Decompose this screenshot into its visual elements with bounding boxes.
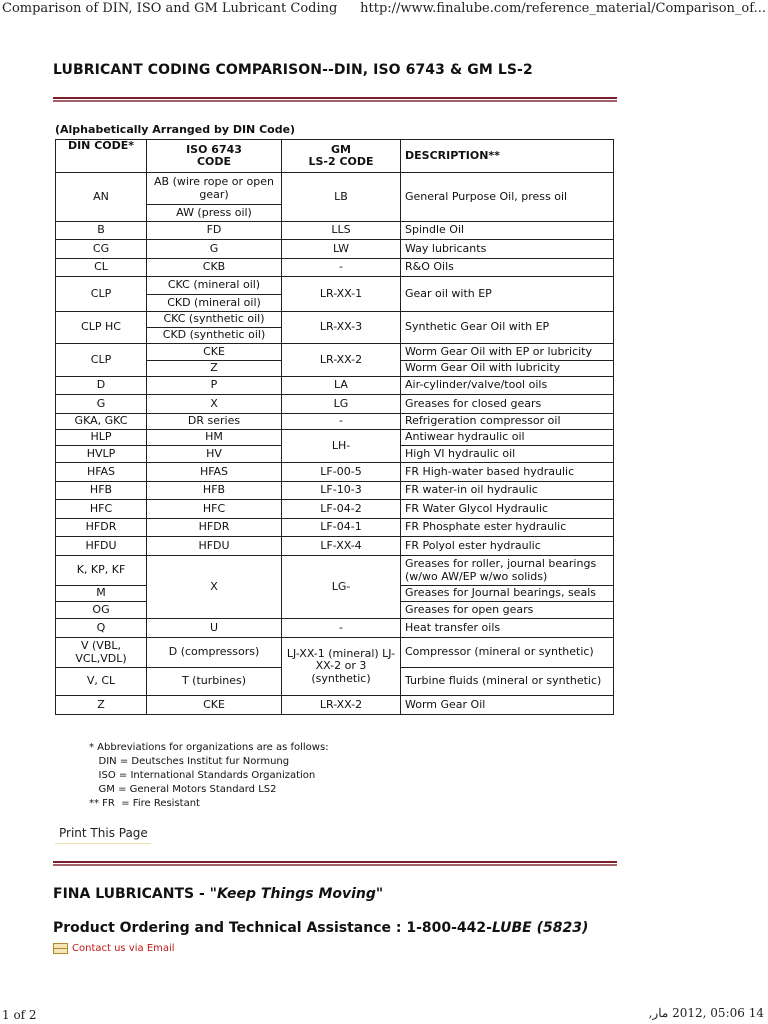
table-subtitle: (Alphabetically Arranged by DIN Code) — [55, 123, 296, 136]
table-row: HLP HM LH- Antiwear hydraulic oil — [56, 430, 614, 446]
table-row: Q U - Heat transfer oils — [56, 619, 614, 638]
table-row: K, KP, KF X LG- Greases for roller, journal bearings (w/wo AW/EP w/wo solids) — [56, 556, 614, 586]
divider-top — [53, 97, 617, 103]
page-title: LUBRICANT CODING COMPARISON--DIN, ISO 6743 & GM LS-2 — [53, 62, 533, 78]
note-line: DIN = Deutsches Institut fur Normung — [89, 756, 290, 767]
table-row: D P LA Air-cylinder/valve/tool oils — [56, 377, 614, 395]
page-count: 1 of 2 — [2, 1008, 37, 1022]
table-row: CL CKB - R&O Oils — [56, 259, 614, 277]
table-row: CLP CKE LR-XX-2 Worm Gear Oil with EP or lubricity — [56, 344, 614, 361]
table-row: V, CL T (turbines) Turbine fluids (mineral or synthetic) — [56, 668, 614, 696]
note-line: * Abbreviations for organizations are as follows: — [89, 742, 329, 753]
table-row: HFC HFC LF-04-2 FR Water Glycol Hydraulic — [56, 500, 614, 519]
table-header-row — [56, 140, 614, 173]
fina-tagline: FINA LUBRICANTS - "Keep Things Moving" — [53, 886, 384, 902]
table-row: HFDR HFDR LF-04-1 FR Phosphate ester hydraulic — [56, 519, 614, 537]
table-row: HFB HFB LF-10-3 FR water-in oil hydraulic — [56, 482, 614, 500]
contact-email-link[interactable] — [53, 943, 175, 954]
note-line: GM = General Motors Standard LS2 — [89, 784, 277, 795]
note-line: ** FR = Fire Resistant — [89, 798, 200, 809]
table-row: M Greases for Journal bearings, seals — [56, 586, 614, 602]
table-row: GKA, GKC DR series - Refrigeration compressor oil — [56, 414, 614, 430]
table-row: CKD (mineral oil) — [56, 295, 614, 312]
table-row: Z Worm Gear Oil with lubricity — [56, 361, 614, 377]
note-line: ISO = International Standards Organization — [89, 770, 316, 781]
header-iso: ISO 6743 CODE — [147, 140, 282, 173]
table-row: CG G LW Way lubricants — [56, 240, 614, 259]
table-row: Z CKE LR-XX-2 Worm Gear Oil — [56, 696, 614, 715]
divider-bottom — [53, 861, 617, 867]
table-row: G X LG Greases for closed gears — [56, 395, 614, 414]
browser-url: http://www.finalube.com/reference_material/Comparison_of... — [360, 1, 766, 16]
contact-email-label[interactable]: Contact us via Email — [72, 943, 175, 954]
table-row: HFAS HFAS LF-00-5 FR High-water based hydraulic — [56, 463, 614, 482]
envelope-icon — [53, 943, 68, 954]
table-row: AN AB (wire rope or open gear) LB General Purpose Oil, press oil — [56, 173, 614, 205]
header-description: DESCRIPTION** — [401, 140, 614, 173]
header-din: DIN CODE* — [56, 140, 147, 173]
browser-page-title: Comparison of DIN, ISO and GM Lubricant Coding — [2, 1, 338, 16]
table-row: OG Greases for open gears — [56, 602, 614, 619]
print-page-link[interactable]: Print This Page — [55, 826, 151, 844]
ordering-phone: Product Ordering and Technical Assistance : 1-800-442-LUBE (5823) — [53, 920, 589, 936]
table-row: CKD (synthetic oil) — [56, 328, 614, 344]
table-row: CLP HC CKC (synthetic oil) LR-XX-3 Synthetic Gear Oil with EP — [56, 312, 614, 328]
table-row: HFDU HFDU LF-XX-4 FR Polyol ester hydraulic — [56, 537, 614, 556]
table-row: CLP CKC (mineral oil) LR-XX-1 Gear oil with EP — [56, 277, 614, 295]
abbreviation-notes — [89, 741, 329, 811]
table-row: AW (press oil) — [56, 205, 614, 222]
header-gm: GM LS-2 CODE — [282, 140, 401, 173]
print-timestamp: 14 05:06 ,2012 مار, — [648, 1006, 764, 1020]
table-row: B FD LLS Spindle Oil — [56, 222, 614, 240]
lubricant-code-table — [55, 139, 614, 715]
table-row: V (VBL, VCL,VDL) D (compressors) LJ-XX-1 (mineral) LJ-XX-2 or 3 (synthetic) Compressor (mineral or synthetic) — [56, 638, 614, 668]
table-row: HVLP HV High VI hydraulic oil — [56, 446, 614, 463]
